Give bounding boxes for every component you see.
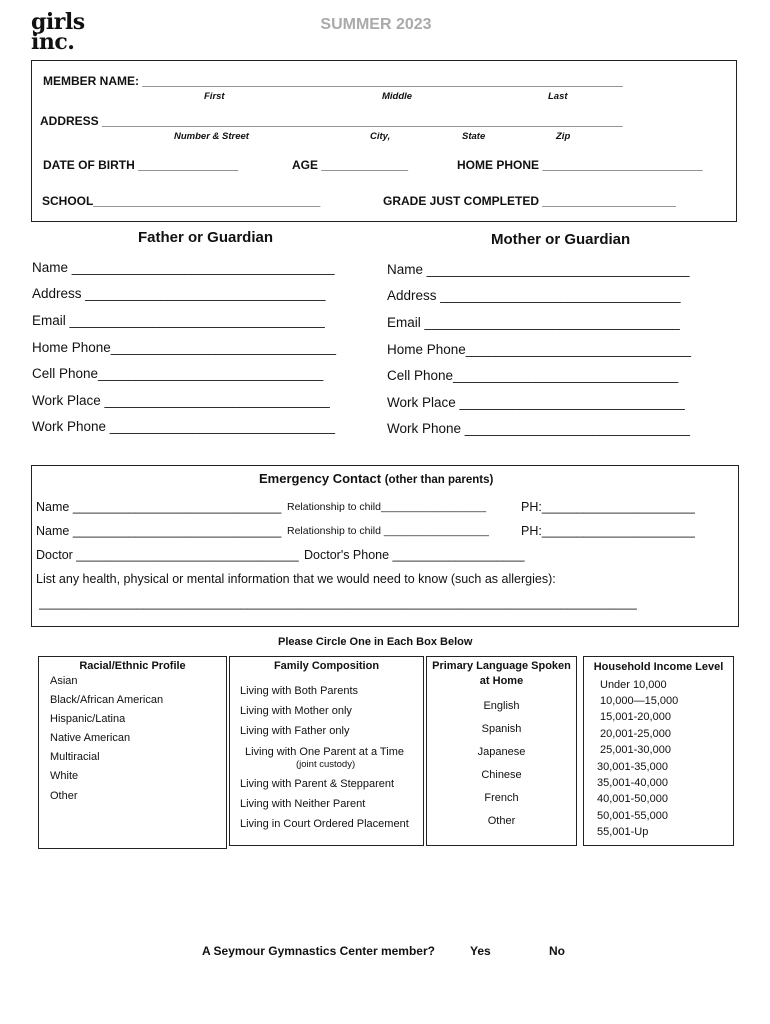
gymnastics-no-option[interactable]: No (549, 944, 565, 958)
member-name-field[interactable]: MEMBER NAME: ________________________________________________________________________ (43, 74, 623, 88)
racial-option-multiracial[interactable]: Multiracial (50, 751, 100, 763)
mother-work-place-field[interactable]: Work Place ______________________________ (387, 395, 685, 410)
income-option-under-10000[interactable]: Under 10,000 (600, 679, 667, 691)
father-work-phone-field[interactable]: Work Phone ______________________________ (32, 419, 336, 434)
mother-home-phone-field[interactable]: Home Phone______________________________ (387, 342, 692, 357)
mother-address-field[interactable]: Address ________________________________ (387, 288, 681, 303)
income-option-20001-25000[interactable]: 20,001-25,000 (600, 728, 671, 740)
racial-option-white[interactable]: White (50, 770, 79, 782)
family-option-both-parents[interactable]: Living with Both Parents (240, 685, 359, 697)
racial-option-other[interactable]: Other (50, 790, 78, 802)
income-option-50001-55000[interactable]: 50,001-55,000 (597, 810, 668, 822)
emergency-heading (259, 471, 493, 486)
grade-completed-field[interactable]: GRADE JUST COMPLETED ____________________ (383, 194, 676, 208)
date-of-birth-field[interactable]: DATE OF BIRTH _______________ (43, 158, 239, 172)
state-label: State (462, 131, 486, 142)
home-phone-field[interactable]: HOME PHONE ________________________ (457, 158, 703, 172)
income-option-10000-15000[interactable]: 10,000—15,000 (600, 695, 679, 707)
father-heading: Father or Guardian (138, 229, 274, 246)
page-title: SUMMER 2023 (320, 16, 432, 33)
address-field[interactable]: ADDRESS ______________________________________________________________________________ (40, 114, 623, 128)
father-address-field[interactable]: Address ________________________________ (32, 286, 326, 301)
city-label: City, (370, 131, 391, 142)
racial-ethnic-title: Racial/Ethnic Profile (79, 660, 186, 672)
family-composition-title: Family Composition (273, 660, 380, 672)
income-option-35001-40000[interactable]: 35,001-40,000 (597, 777, 668, 789)
language-option-english[interactable]: English (483, 700, 520, 712)
middle-label: Middle (382, 91, 413, 102)
income-option-40001-50000[interactable]: 40,001-50,000 (597, 793, 668, 805)
circle-instructions: Please Circle One in Each Box Below (278, 636, 473, 648)
primary-language-title-2: at Home (479, 675, 524, 687)
mother-email-field[interactable]: Email __________________________________ (387, 315, 680, 330)
emergency-phone-2-field[interactable]: PH:______________________ (521, 524, 695, 538)
racial-option-asian[interactable]: Asian (50, 675, 78, 687)
family-option-mother-only[interactable]: Living with Mother only (240, 705, 352, 717)
mother-name-field[interactable]: Name ___________________________________ (387, 262, 690, 277)
mother-cell-phone-field[interactable]: Cell Phone______________________________ (387, 368, 679, 383)
household-income-title: Household Income Level (593, 661, 724, 673)
logo-line-1: girls (31, 9, 85, 35)
income-option-55001-up[interactable]: 55,001-Up (597, 826, 649, 838)
language-option-japanese[interactable]: Japanese (477, 746, 526, 758)
language-option-chinese[interactable]: Chinese (481, 769, 522, 781)
first-label: First (204, 91, 225, 102)
gymnastics-yes-option[interactable]: Yes (470, 944, 491, 958)
logo-line-2: inc. (31, 29, 75, 55)
emergency-name-1-field[interactable]: Name ______________________________ (36, 500, 282, 514)
emergency-relationship-2-field[interactable]: Relationship to child __________________ (287, 525, 490, 537)
racial-option-native[interactable]: Native American (50, 732, 131, 744)
family-option-neither-parent[interactable]: Living with Neither Parent (240, 798, 366, 810)
father-home-phone-field[interactable]: Home Phone______________________________ (32, 340, 337, 355)
father-work-place-field[interactable]: Work Place ______________________________ (32, 393, 330, 408)
age-field[interactable]: AGE _____________ (292, 158, 409, 172)
emergency-heading-note: (other than parents) (384, 474, 494, 486)
street-label: Number & Street (174, 131, 249, 142)
gymnastics-member-question: A Seymour Gymnastics Center member? (202, 944, 435, 958)
racial-option-black[interactable]: Black/African American (50, 694, 164, 706)
last-label: Last (548, 91, 568, 102)
family-option-one-parent[interactable]: Living with One Parent at a Time (245, 746, 404, 758)
language-option-french[interactable]: French (484, 792, 519, 804)
income-option-30001-35000[interactable]: 30,001-35,000 (597, 761, 668, 773)
health-info-prompt: List any health, physical or mental information that we would need to know (such as allergies): (36, 572, 556, 586)
emergency-name-2-field[interactable]: Name ______________________________ (36, 524, 282, 538)
language-option-spanish[interactable]: Spanish (481, 723, 522, 735)
family-option-father-only[interactable]: Living with Father only (240, 725, 350, 737)
racial-option-hispanic[interactable]: Hispanic/Latina (50, 713, 126, 725)
emergency-relationship-1-field[interactable]: Relationship to child__________________ (287, 501, 487, 513)
emergency-heading-title: Emergency Contact (259, 471, 382, 486)
family-joint-custody-note: (joint custody) (296, 759, 356, 770)
health-info-field[interactable]: ______________________________________________________________________________________ (39, 596, 637, 610)
family-option-court-placement[interactable]: Living in Court Ordered Placement (240, 818, 409, 830)
father-email-field[interactable]: Email __________________________________ (32, 313, 325, 328)
emergency-phone-1-field[interactable]: PH:______________________ (521, 500, 695, 514)
doctor-field[interactable]: Doctor ________________________________ (36, 548, 299, 562)
mother-work-phone-field[interactable]: Work Phone ______________________________ (387, 421, 691, 436)
primary-language-title-1: Primary Language Spoken (432, 660, 571, 672)
mother-heading: Mother or Guardian (491, 231, 631, 248)
family-option-stepparent[interactable]: Living with Parent & Stepparent (240, 778, 395, 790)
father-cell-phone-field[interactable]: Cell Phone______________________________ (32, 366, 324, 381)
doctor-phone-field[interactable]: Doctor's Phone ___________________ (304, 548, 525, 562)
zip-label: Zip (556, 131, 571, 142)
school-field[interactable]: SCHOOL__________________________________ (42, 194, 321, 208)
income-option-15001-20000[interactable]: 15,001-20,000 (600, 711, 671, 723)
income-option-25001-30000[interactable]: 25,001-30,000 (600, 744, 671, 756)
father-name-field[interactable]: Name ___________________________________ (32, 260, 335, 275)
language-option-other[interactable]: Other (487, 815, 516, 827)
